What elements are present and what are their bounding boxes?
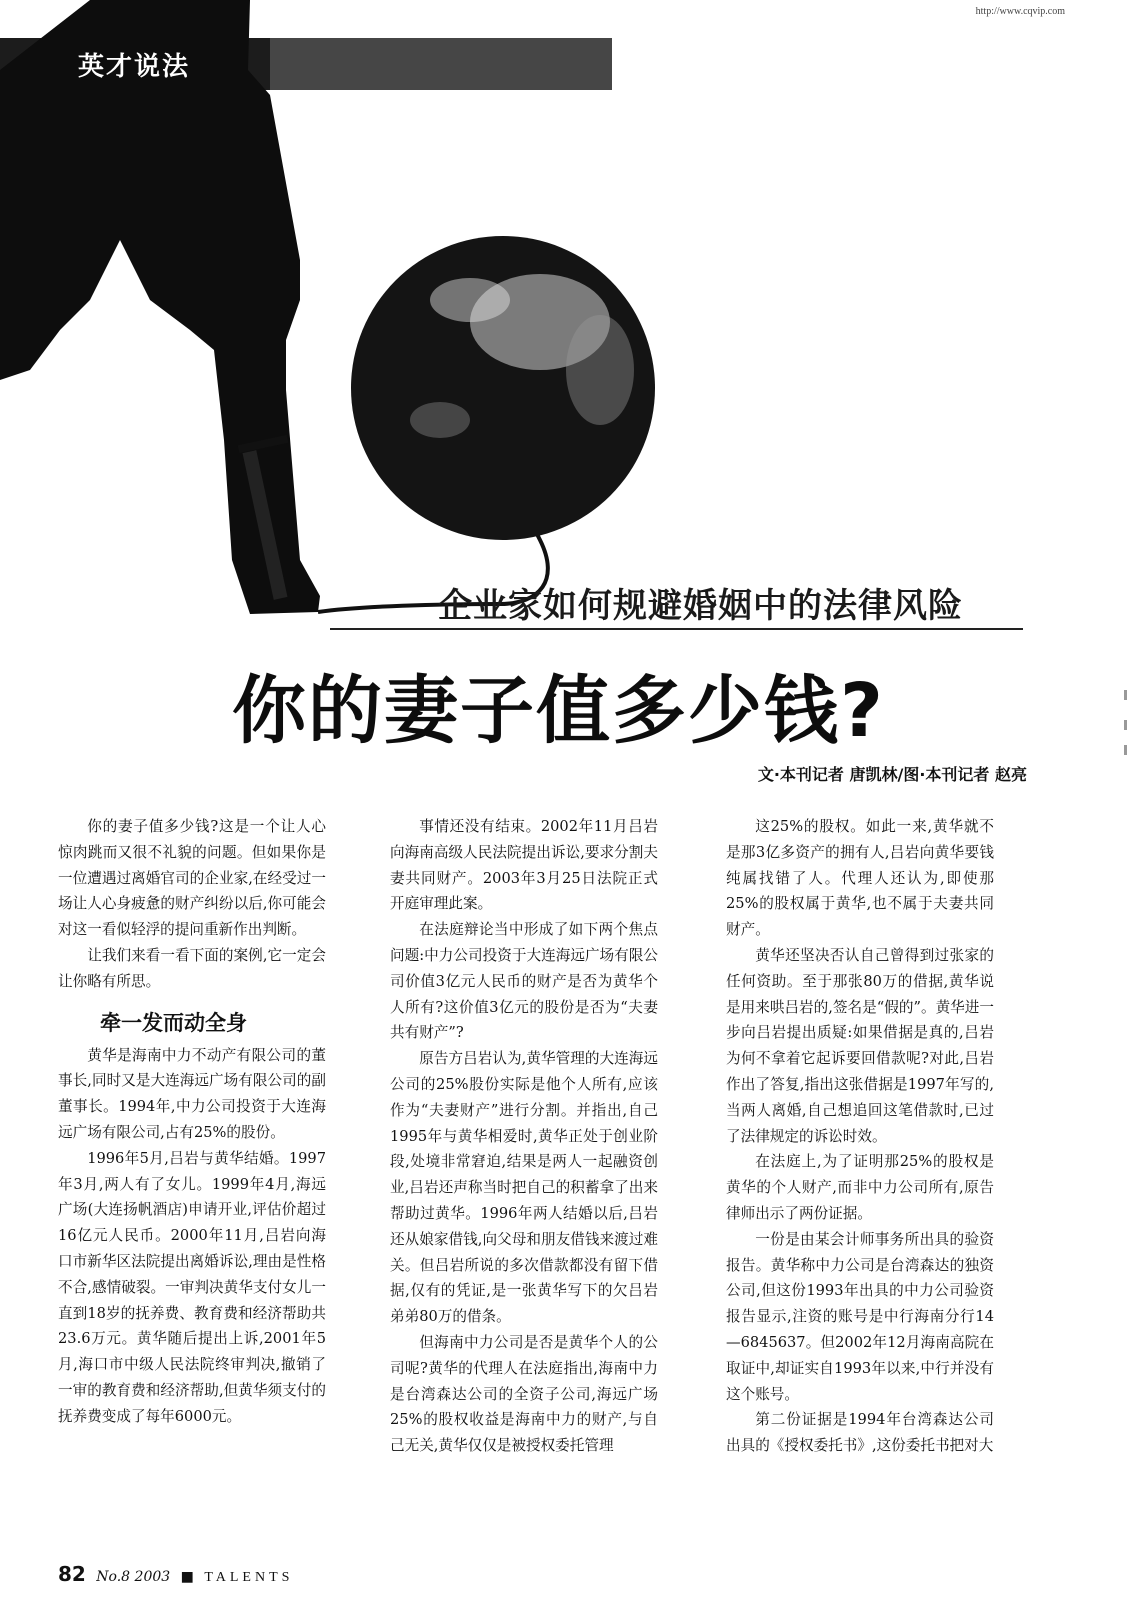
paragraph: 让我们来看一看下面的案例,它一定会让你略有所思。 xyxy=(58,946,326,990)
paragraph: 事情还没有结束。2002年11月吕岩向海南高级人民法院提出诉讼,要求分割夫妻共同财产。2003年3月25日法院正式开庭审理此案。 xyxy=(390,818,658,913)
scan-edge-mark xyxy=(1124,690,1127,700)
paragraph: 在法庭辩论当中形成了如下两个焦点问题:中力公司投资于大连海远广场有限公司价值3亿元人民币的财产是否为黄华个人所有?这价值3亿元的股份是否为“夫妻共有财产”? xyxy=(390,921,658,1042)
article-column-1 xyxy=(58,814,326,1430)
paragraph: 在法庭上,为了证明那25%的股权是黄华的个人财产,而非中力公司所有,原告律师出示了两份证据。 xyxy=(726,1153,994,1222)
source-url: http://www.cqvip.com xyxy=(975,6,1065,17)
paragraph: 一份是由某会计师事务所出具的验资报告。黄华称中力公司是台湾森达的独资公司,但这份1993年出具的中力公司验资报告显示,注资的账号是中行海南分行14—6845637。但2002年12月海南高院在取证中,却证实自1993年以来,中行并没有这个账号。 xyxy=(726,1230,994,1403)
magazine-name: TALENTS xyxy=(204,1570,294,1585)
title-rule xyxy=(330,628,1023,630)
byline: 文·本刊记者 唐凯林/图·本刊记者 赵亮 xyxy=(757,765,1027,784)
section-tag: 英才说法 xyxy=(78,52,191,82)
scan-edge-mark xyxy=(1124,745,1127,755)
paragraph: 这25%的股权。如此一来,黄华就不是那3亿多资产的拥有人,吕岩向黄华要钱纯属找错了人。代理人还认为,即使那25%的股权属于黄华,也不属于夫妻共同财产。 xyxy=(726,818,994,939)
issue-number: No.8 2003 xyxy=(96,1569,171,1585)
article-column-2 xyxy=(390,814,658,1459)
article-subtitle: 企业家如何规避婚姻中的法律风险 xyxy=(438,586,963,626)
footer-separator: ■ xyxy=(180,1569,194,1585)
paragraph: 原告方吕岩认为,黄华管理的大连海远公司的25%股份实际是他个人所有,应该作为“夫妻财产”进行分割。并指出,自己1995年与黄华相爱时,黄华正处于创业阶段,处境非常窘迫,结果是两人一起融资创业,吕岩还声称当时把自己的积蓄拿了出来帮助过黄华。1996年两人结婚以后,吕岩还从娘家借钱,向父母和朋友借钱来渡过难关。但吕岩所说的多次借款都没有留下借据,仅有的凭证,是一张黄华写下的欠吕岩弟弟80万的借条。 xyxy=(390,1050,658,1326)
paragraph: 你的妻子值多少钱?这是一个让人心惊肉跳而又很不礼貌的问题。但如果你是一位遭遇过离婚官司的企业家,在经受过一场让人心身疲惫的财产纠纷以后,你可能会对这一看似轻浮的提问重新作出判断。 xyxy=(58,818,326,939)
paragraph: 黄华还坚决否认自己曾得到过张家的任何资助。至于那张80万的借据,黄华说是用来哄吕岩的,签名是“假的”。黄华进一步向吕岩提出质疑:如果借据是真的,吕岩为何不拿着它起诉要回借款呢?对此,吕岩作出了答复,指出这张借据是1997年写的,当两人离婚,自己想追回这笔借款时,已过了法律规定的诉讼时效。 xyxy=(726,946,994,1145)
paragraph: 1996年5月,吕岩与黄华结婚。1997年3月,两人有了女儿。1999年4月,海远广场(大连扬帆酒店)申请开业,评估价超过16亿元人民币。2000年11月,吕岩向海口市新华区法院提出离婚诉讼,理由是性格不合,感情破裂。一审判决黄华支付女儿一直到18岁的抚养费、教育费和经济帮助共23.6万元。黄华随后提出上诉,2001年5月,海口市中级人民法院终审判决,撤销了一审的教育费和经济帮助,但黄华须支付的抚养费变成了每年6000元。 xyxy=(58,1149,326,1425)
paragraph: 黄华是海南中力不动产有限公司的董事长,同时又是大连海远广场有限公司的副董事长。1994年,中力公司投资于大连海远广场有限公司,占有25%的股份。 xyxy=(58,1046,326,1141)
businessman-silhouette xyxy=(0,0,320,614)
section-heading: 牵一发而动全身 xyxy=(100,1010,247,1035)
hero-illustration xyxy=(0,0,1131,620)
article-title: 你的妻子值多少钱? xyxy=(232,668,885,754)
page-number: 82 xyxy=(58,1562,86,1586)
paragraph: 但海南中力公司是否是黄华个人的公司呢?黄华的代理人在法庭指出,海南中力是台湾森达公司的全资子公司,海远广场25%的股权收益是海南中力的财产,与自己无关,黄华仅仅是被授权委托管理 xyxy=(390,1333,658,1455)
page-footer xyxy=(58,1562,293,1586)
scan-edge-mark xyxy=(1124,720,1127,730)
paragraph: 第二份证据是1994年台湾森达公司出具的《授权委托书》,这份委托书把对大 xyxy=(726,1411,994,1455)
article-column-3 xyxy=(726,814,994,1459)
